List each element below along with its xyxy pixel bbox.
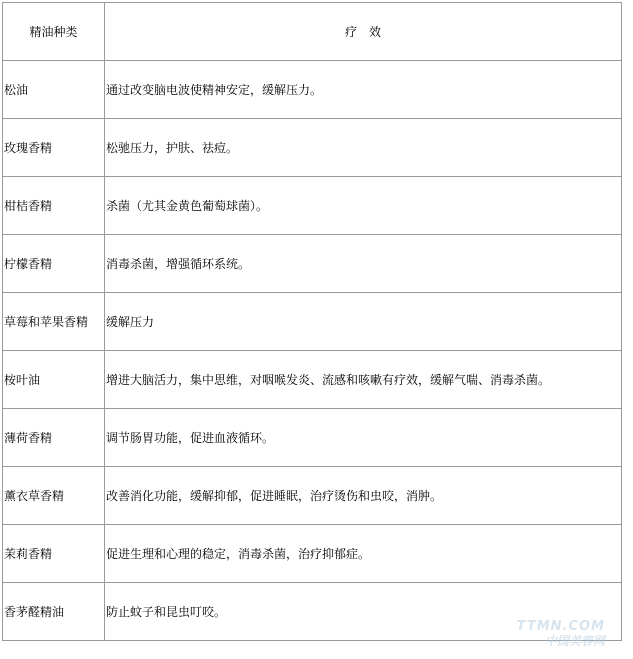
oil-type-cell: 柑桔香精: [3, 177, 105, 235]
essential-oil-table: [2, 2, 622, 641]
effect-cell: 改善消化功能，缓解抑郁，促进睡眠，治疗烫伤和虫咬，消肿。: [105, 467, 622, 525]
table-row: [3, 235, 622, 293]
table-row: [3, 525, 622, 583]
effect-cell: 杀菌（尤其金黄色葡萄球菌）。: [105, 177, 622, 235]
table-row: [3, 61, 622, 119]
table-row: [3, 293, 622, 351]
oil-type-cell: 薄荷香精: [3, 409, 105, 467]
table-row: [3, 177, 622, 235]
effect-cell: 缓解压力: [105, 293, 622, 351]
oil-type-cell: 玫瑰香精: [3, 119, 105, 177]
effect-cell: 松驰压力，护肤、祛痘。: [105, 119, 622, 177]
effect-cell: 通过改变脑电波使精神安定，缓解压力。: [105, 61, 622, 119]
effect-cell: 增进大脑活力，集中思维，对咽喉发炎、流感和咳嗽有疗效，缓解气喘、消毒杀菌。: [105, 351, 622, 409]
watermark-site-name: 中国美容网: [544, 634, 605, 648]
header-oil-type: 精油种类: [3, 3, 105, 61]
table-body: [3, 61, 622, 641]
table-row: [3, 467, 622, 525]
oil-type-cell: 茉莉香精: [3, 525, 105, 583]
oil-type-cell: 桉叶油: [3, 351, 105, 409]
effect-cell: 消毒杀菌，增强循环系统。: [105, 235, 622, 293]
oil-type-cell: 香茅醛精油: [3, 583, 105, 641]
effect-cell: 促进生理和心理的稳定，消毒杀菌，治疗抑郁症。: [105, 525, 622, 583]
effect-cell: 调节肠胃功能，促进血液循环。: [105, 409, 622, 467]
effect-cell: 防止蚊子和昆虫叮咬。: [105, 583, 622, 641]
table-row: [3, 409, 622, 467]
table-row: [3, 351, 622, 409]
table-header-row: [3, 3, 622, 61]
table-row: [3, 583, 622, 641]
oil-type-cell: 松油: [3, 61, 105, 119]
watermark-domain: TTMN.COM: [516, 619, 605, 634]
header-effect: 疗 效: [105, 3, 622, 61]
oil-type-cell: 薰衣草香精: [3, 467, 105, 525]
oil-type-cell: 柠檬香精: [3, 235, 105, 293]
table-row: [3, 119, 622, 177]
oil-type-cell: 草莓和苹果香精: [3, 293, 105, 351]
